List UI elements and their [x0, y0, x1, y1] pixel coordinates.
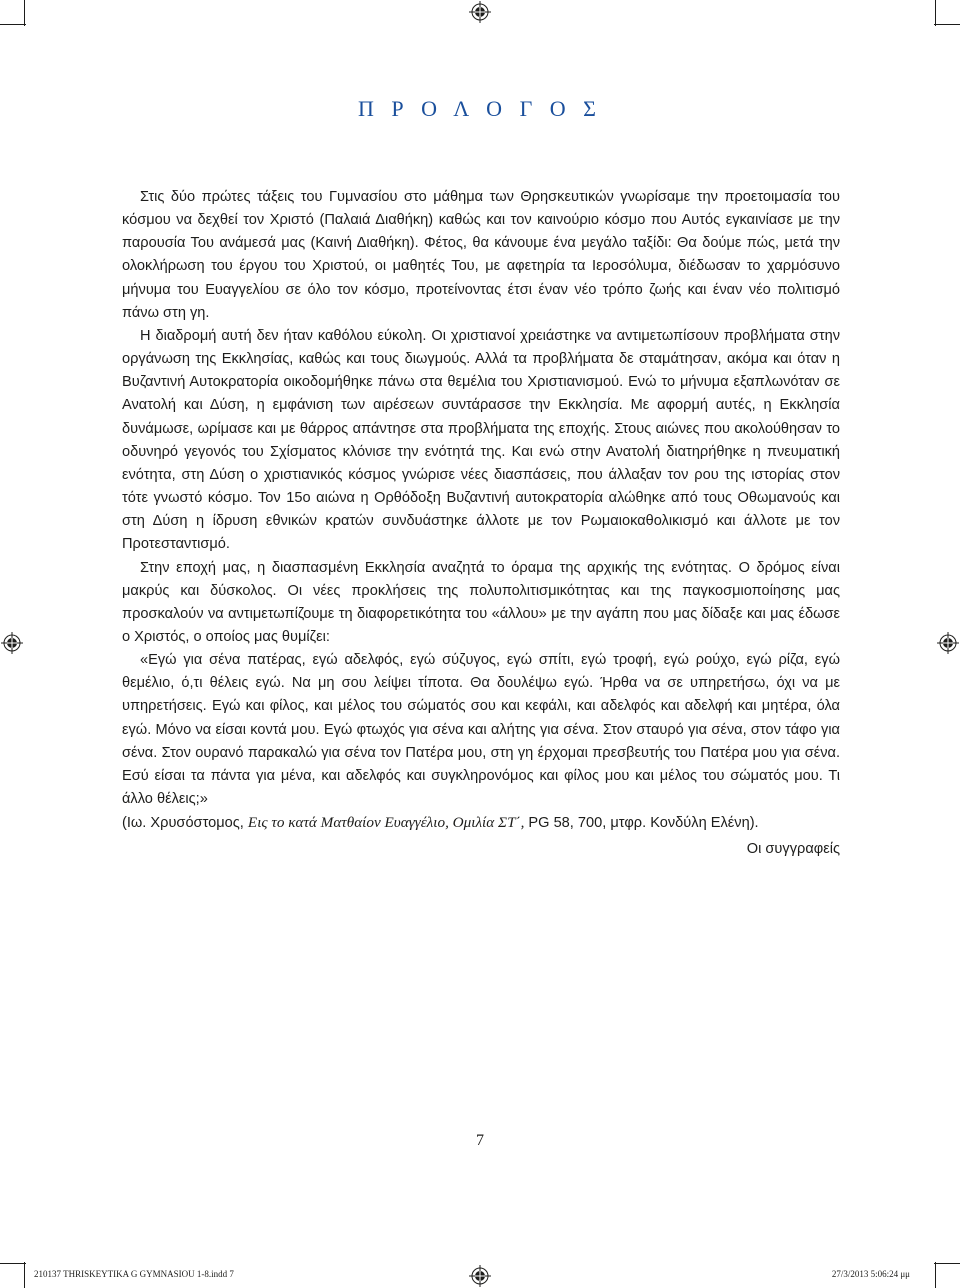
paragraph-intro: Στις δύο πρώτες τάξεις του Γυμνασίου στο μάθημα των Θρησκευτικών γνωρίσαμε την προετοιμασία του κόσμου να δεχθεί τον Χριστό (Παλαιά Διαθήκη) καθώς και τον καινούριο κόσμο που Αυτός εγκαινίασε με την παρουσία Του ανάμεσά μας (Καινή Διαθήκη). Φέτος, θα κάνουμε ένα μεγάλο ταξίδι: Θα δούμε πώς, μετά την ολοκλήρωση του έργου του Χριστού, οι μαθητές Του, με αφετηρία τα Ιεροσόλυμα, διέδωσαν το χαρμόσυνο μήνυμα του Ευαγγελίου σε όλο τον κόσμο, προτείνοντας έτσι έναν νέο τρόπο ζωής και έναν νέο πολιτισμό πάνω στη γη. — [122, 189, 840, 321]
paragraph-quote: «Εγώ για σένα πατέρας, εγώ αδελφός, εγώ σύζυγος, εγώ σπίτι, εγώ τροφή, εγώ ρούχο, εγώ ρίζα, εγώ θεμέλιο, ό,τι θέλεις εγώ. Να μη σου λείψει τίποτα. Θα δουλέψω εγώ. Ήρθα να σε υπηρετήσω, όχι να με υπηρετήσεις. Εγώ και φίλος, και μέλος του σώματός σου και κεφάλι, και αδελφός και αδελφή και μητέρα, όλα εγώ. Μόνο να είσαι κοντά μου. Εγώ φτωχός για σένα και αλήτης για σένα. Στον σταυρό για σένα, στον τάφο για σένα. Στον ουρανό παρακαλώ για σένα τον Πατέρα μου, στη γη έρχομαι πρεσβευτής του Πατέρα μου για σένα. Εσύ είσαι τα πάντα για μένα, και αδελφός και συγκληρονόμος και φίλος μου και μέλος του σώματός μου. Τι άλλο θέλεις;» — [122, 652, 840, 808]
paragraph-today: Στην εποχή μας, η διασπασμένη Εκκλησία αναζητά το όραμα της αρχικής της ενότητας. Ο δρόμος είναι μακρύς και δύσκολος. Οι νέες προκλήσεις της πολυπολιτισμικότητας και της παγκοσμιοποίησης μας προσκαλούν να αντιμετωπίζουμε τη διαφορετικότητα του «άλλου» με την αγάπη που μας δίδαξε και μας έδωσε ο Χριστός, ο οποίος μας θυμίζει: — [122, 559, 840, 645]
page-title: Π Ρ Ο Λ Ο Γ Ο Σ — [358, 96, 602, 121]
citation-prefix: (Ιω. Χρυσόστομος, — [122, 815, 248, 832]
registration-mark-right-icon — [937, 632, 959, 654]
prologue-body — [122, 186, 840, 835]
crop-mark-top-right — [935, 0, 936, 26]
crop-mark-top-left — [24, 0, 25, 26]
registration-mark-left-icon — [1, 632, 23, 654]
registration-mark-top-icon — [469, 1, 491, 23]
slug-timestamp: 27/3/2013 5:06:24 μμ — [831, 1269, 910, 1279]
registration-mark-bottom-icon — [469, 1265, 491, 1287]
paragraph-history: Η διαδρομή αυτή δεν ήταν καθόλου εύκολη. Οι χριστιανοί χρειάστηκε να αντιμετωπίσουν προβλήματα στην οργάνωση της Εκκλησίας, καθώς και τους διωγμούς. Αλλά τα προβλήματα δε σταμάτησαν, ακόμα και όταν η Βυζαντινή Αυτοκρατορία οικοδομήθηκε πάνω στα θεμέλια του Χριστιανισμού. Ενώ το μήνυμα εξαπλωνόταν σε Ανατολή και Δύση, η εμφάνιση των αιρέσεων συντάρασσε την Εκκλησία. Με αφορμή αυτές, η Εκκλησία δυνάμωσε, ωρίμασε και με θάρρος απάντησε στα προβλήματα της εποχής. Στους αιώνες που ακολούθησαν το οδυνηρό γεγονός του Σχίσματος κλόνισε την ενότητά της. Και ενώ στην Ανατολή διατηρήθηκε η πνευματική ενότητα, στη Δύση ο χριστιανικός κόσμος γνώρισε νέες διασπάσεις, που άλλαξαν τον ρου της ιστορίας στον τότε γνωστό κόσμο. Τον 15ο αιώνα η Ορθόδοξη Βυζαντινή αυτοκρατορία αλώθηκε από τους Οθωμανούς και στη Δύση η ίδρυση εθνικών κρατών συνδυάστηκε άλλοτε με τον Ρωμαιοκαθολικισμό και άλλοτε με τον Προτεσταντισμό. — [122, 327, 840, 553]
crop-mark-top-left-horizontal — [0, 24, 26, 25]
crop-mark-bottom-right — [935, 1262, 936, 1288]
crop-mark-bottom-right-horizontal — [934, 1263, 960, 1264]
slug-file-name: 210137 THRISKEYTIKA G GYMNASIOU 1-8.indd 7 — [34, 1269, 234, 1279]
crop-mark-bottom-left-horizontal — [0, 1263, 26, 1264]
citation-work: Εις το κατά Ματθαίον Ευαγγέλιο, Ομιλία ΣΤ΄, — [247, 814, 525, 832]
crop-mark-top-right-horizontal — [934, 24, 960, 25]
page-number: 7 — [476, 1132, 484, 1149]
citation-suffix: PG 58, 700, μτφρ. Κονδύλη Ελένη). — [524, 815, 759, 832]
authors-signature: Οι συγγραφείς — [746, 841, 840, 857]
crop-mark-bottom-left — [24, 1262, 25, 1288]
quote-citation — [122, 811, 840, 835]
